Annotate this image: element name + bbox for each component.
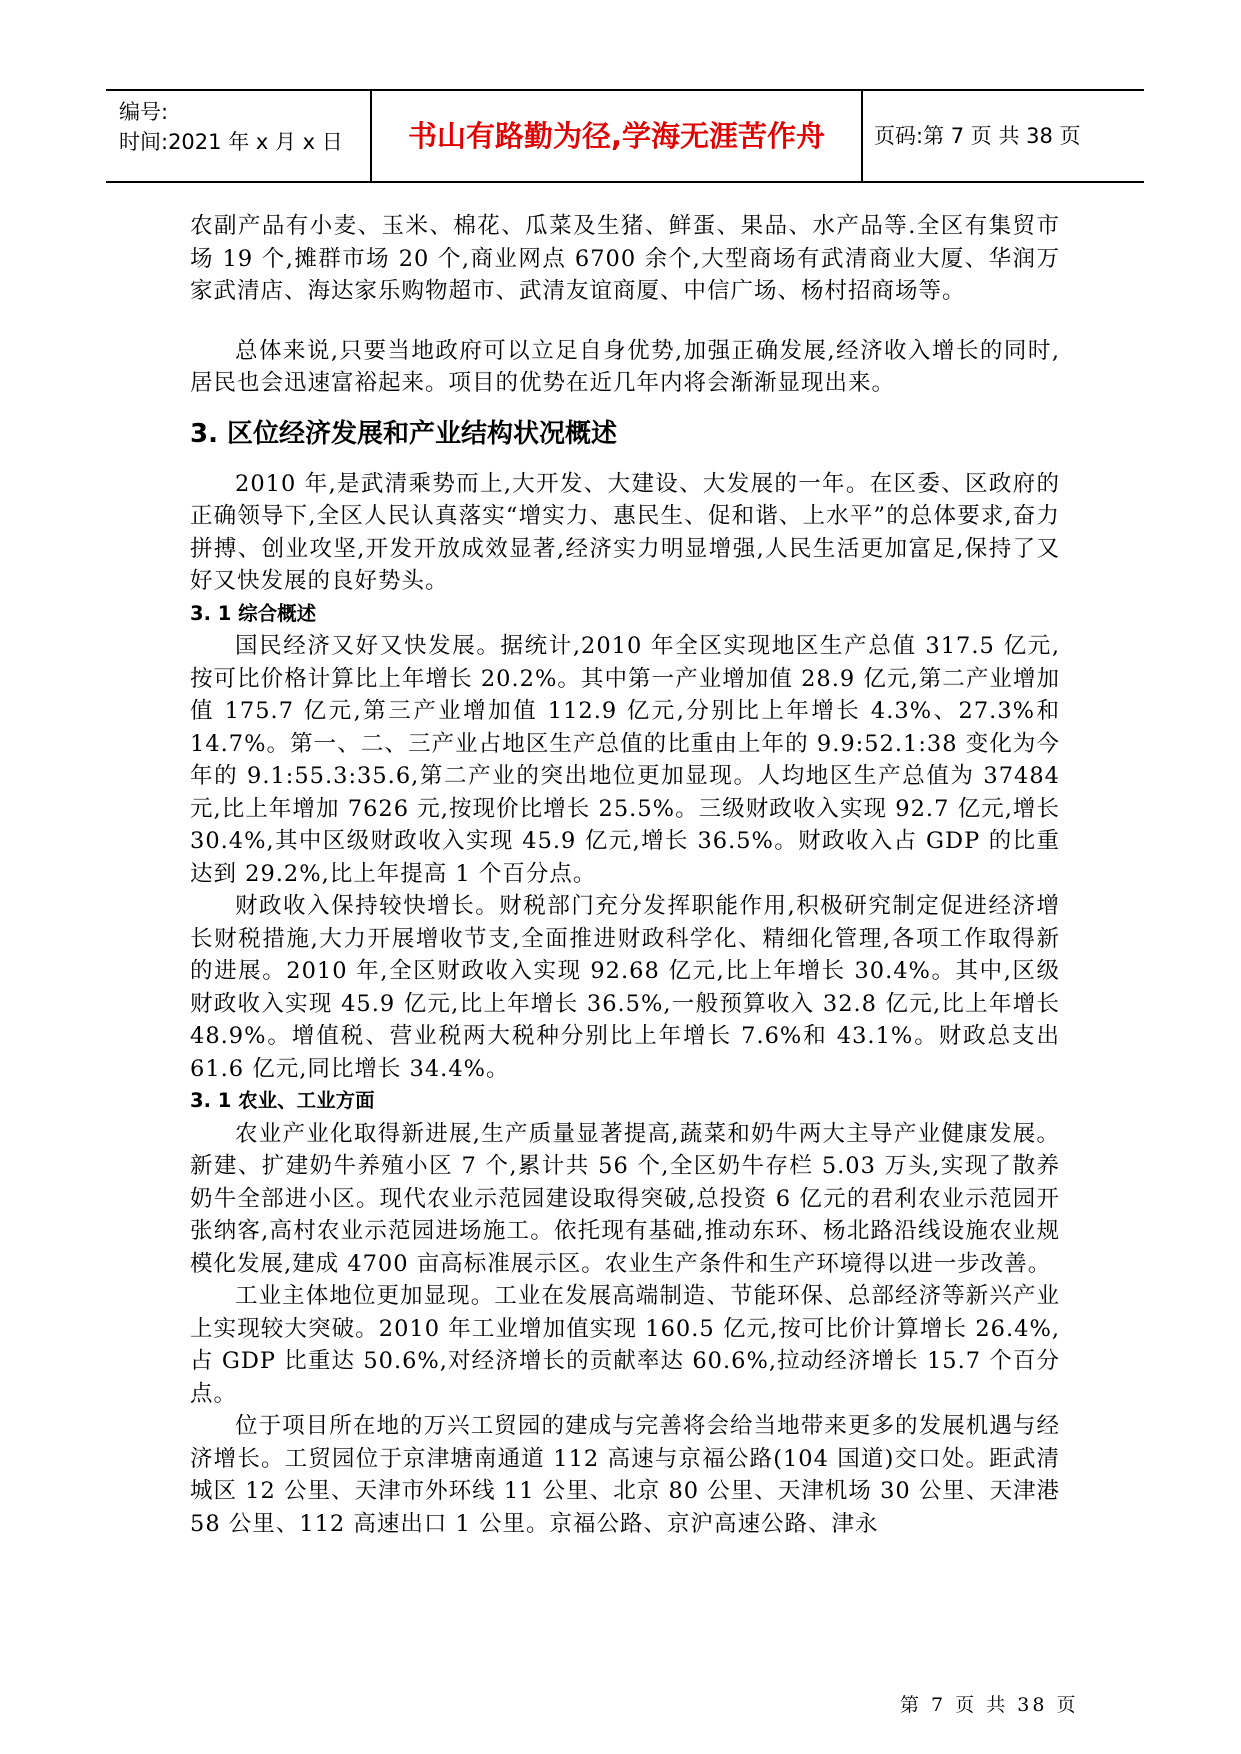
paragraph: 工业主体地位更加显现。工业在发展高端制造、节能环保、总部经济等新兴产业上实现较大突破。2010 年工业增加值实现 160.5 亿元,按可比价计算增长 26.4%,占 GDP 比重达 50.6%,对经济增长的贡献率达 60.6%,拉动经济增长 15.7 个百分点。 [190,1283,1061,1407]
document-body [190,210,1060,1540]
paragraph: 农业产业化取得新进展,生产质量显著提高,蔬菜和奶牛两大主导产业健康发展。新建、扩建奶牛养殖小区 7 个,累计共 56 个,全区奶牛存栏 5.03 万头,实现了散养奶牛全部进小区。现代农业示范园建设取得突破,总投资 6 亿元的君利农业示范园开张纳客,高村农业示范园进场施工。依托现有基础,推动东环、杨北路沿线设施农业规模化发展,建成 4700 亩高标准展示区。农业生产条件和生产环境得以进一步改善。 [190,1120,1060,1277]
page-footer: 第 7 页 共 38 页 [900,1694,1079,1716]
paragraph: 总体来说,只要当地政府可以立足自身优势,加强正确发展,经济收入增长的同时,居民也会迅速富裕起来。项目的优势在近几年内将会渐渐显现出来。 [190,337,1060,396]
header-divider [861,91,863,181]
document-time-label: 时间:2021 年 x 月 x 日 [119,130,343,154]
paragraph: 2010 年,是武清乘势而上,大开发、大建设、大发展的一年。在区委、区政府的正确领导下,全区人民认真落实“增实力、惠民生、促和谐、上水平”的总体要求,奋力拼搏、创业攻坚,开发开放成效显著,经济实力明显增强,人民生活更加富足,保持了又好又快发展的良好势头。 [190,470,1060,594]
paragraph: 位于项目所在地的万兴工贸园的建成与完善将会给当地带来更多的发展机遇与经济增长。工贸园位于京津塘南通道 112 高速与京福公路(104 国道)交口处。距武清城区 12 公里、天津市外环线 11 公里、北京 80 公里、天津机场 30 公里、天津港 58 公里、112 高速出口 1 公里。京福公路、京沪高速公路、津永 [190,1413,1060,1537]
page-header [106,89,1144,183]
subsection-heading: 3. 1 综合概述 [190,601,317,625]
header-motto: 书山有路勤为径,学海无涯苦作舟 [407,119,826,153]
section-heading: 3. 区位经济发展和产业结构状况概述 [190,418,618,449]
paragraph-gap [190,308,1060,335]
paragraph: 财政收入保持较快增长。财税部门充分发挥职能作用,积极研究制定促进经济增长财税措施,大力开展增收节支,全面推进财政科学化、精细化管理,各项工作取得新的进展。2010 年,全区财政收入实现 92.68 亿元,比上年增长 30.4%。其中,区级财政收入实现 45.9 亿元,比上年增长 36.5%,一般预算收入 32.8 亿元,比上年增长 48.9%。增值税、营业税两大税种分别比上年增长 7.6%和 43.1%。财政总支出 61.6 亿元,同比增长 34.4%。 [190,893,1060,1082]
paragraph: 农副产品有小麦、玉米、棉花、瓜菜及生猪、鲜蛋、果品、水产品等.全区有集贸市场 19 个,摊群市场 20 个,商业网点 6700 余个,大型商场有武清商业大厦、华润万家武清店、海达家乐购物超市、武清友谊商厦、中信广场、杨村招商场等。 [190,213,1060,304]
document-number-label: 编号: [119,100,169,124]
subsection-heading: 3. 1 农业、工业方面 [190,1089,375,1112]
header-meta [119,97,369,157]
header-page-code: 页码:第 7 页 共 38 页 [874,124,1081,148]
paragraph: 国民经济又好又快发展。据统计,2010 年全区实现地区生产总值 317.5 亿元,按可比价格计算比上年增长 20.2%。其中第一产业增加值 28.9 亿元,第二产业增加值 175.7 亿元,第三产业增加值 112.9 亿元,分别比上年增长 4.3%、27.3%和 14.7%。第一、二、三产业占地区生产总值的比重由上年的 9.9:52.1:38 变化为今年的 9.1:55.3:35.6,第二产业的突出地位更加显现。人均地区生产总值为 37484 元,比上年增加 7626 元,按现价比增长 25.5%。三级财政收入实现 92.7 亿元,增长 30.4%,其中区级财政收入实现 45.9 亿元,增长 36.5%。财政收入占 GDP 的比重达到 29.2%,比上年提高 1 个百分点。 [190,633,1060,887]
